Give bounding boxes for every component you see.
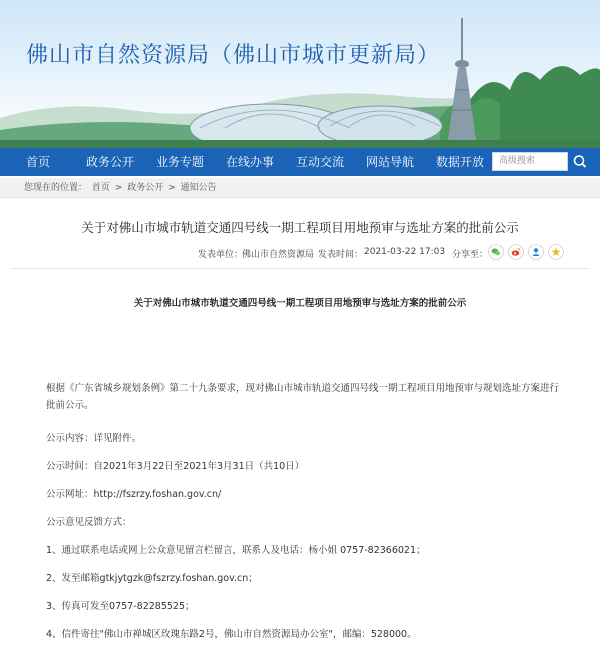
publisher-label: 发表单位： [198,250,244,260]
breadcrumb-home[interactable]: 首页 [91,183,110,193]
wechat-icon [488,244,504,260]
paragraph-feedback-heading: 公示意见反馈方式： [46,517,132,528]
share-label: 分享至： [452,250,489,260]
nav-government-affairs[interactable]: 政务公开 [86,155,135,169]
paragraph-feedback-phone: 1、通过联系电话或网上公众意见留言栏留言，联系人及电话：杨小姐 0757-82366021； [46,545,426,556]
paragraph-feedback-fax: 3、传真可发至0757-82285525； [46,601,195,612]
nav-open-data[interactable]: 数据开放 [436,155,485,169]
nav-online-services[interactable]: 在线办事 [226,155,275,169]
qzone-icon [528,244,544,260]
breadcrumb-notices[interactable]: 通知公告 [180,183,217,193]
share-wechat-button[interactable] [488,244,504,260]
paragraph-basis: 根据《广东省城乡规划条例》第二十九条要求，现对佛山市城市轨道交通四号线一期工程项目用地预审与规划选址方案进行批前公示。 [46,383,560,411]
paragraph-feedback-mail: 4、信件寄往"佛山市禅城区玫瑰东路2号，佛山市自然资源局办公室"，邮编：528000。 [46,629,417,640]
paragraph-period: 公示时间：自2021年3月22日至2021年3月31日（共10日） [46,461,305,472]
search-input[interactable]: 高级搜索 [492,152,568,171]
paragraph-feedback-email: 2、发至邮箱gtkjytgzk@fszrzy.foshan.gov.cn； [46,573,258,584]
nav-interaction[interactable]: 互动交流 [296,155,345,169]
site-title: 佛山市自然资源局（佛山市城市更新局） [26,43,441,68]
main-nav [0,148,600,176]
breadcrumb [0,178,600,198]
favorite-star-icon [548,244,564,260]
weibo-icon [508,244,524,260]
search-button[interactable] [570,152,590,171]
paragraph-website: 公示网址：http://fszrzy.foshan.gov.cn/ [46,489,222,500]
header-banner [0,0,600,148]
share-favorite-button[interactable] [548,244,564,260]
nav-business-topics[interactable]: 业务专题 [156,155,205,169]
publish-time-value: 2021-03-22 17:03 [364,247,446,257]
share-qzone-button[interactable] [528,244,544,260]
article-title: 关于对佛山市城市轨道交通四号线一期工程项目用地预审与选址方案的批前公示 [81,220,519,235]
banner-illustration [0,0,600,148]
breadcrumb-government-affairs[interactable]: 政务公开 [127,183,164,193]
nav-home[interactable]: 首页 [26,155,51,169]
search-icon [570,152,590,171]
breadcrumb-separator: > [114,183,123,193]
publisher-value: 佛山市自然资源局 [242,250,315,260]
publish-time-label: 发表时间： [318,250,364,260]
share-weibo-button[interactable] [508,244,524,260]
breadcrumb-separator: > [168,183,176,193]
document-title: 关于对佛山市城市轨道交通四号线一期工程项目用地预审与选址方案的批前公示 [133,298,467,309]
breadcrumb-prefix: 您现在的位置： [24,183,88,193]
header-divider [10,268,590,269]
paragraph-content: 公示内容：详见附件。 [46,433,142,444]
nav-site-map[interactable]: 网站导航 [366,155,415,169]
